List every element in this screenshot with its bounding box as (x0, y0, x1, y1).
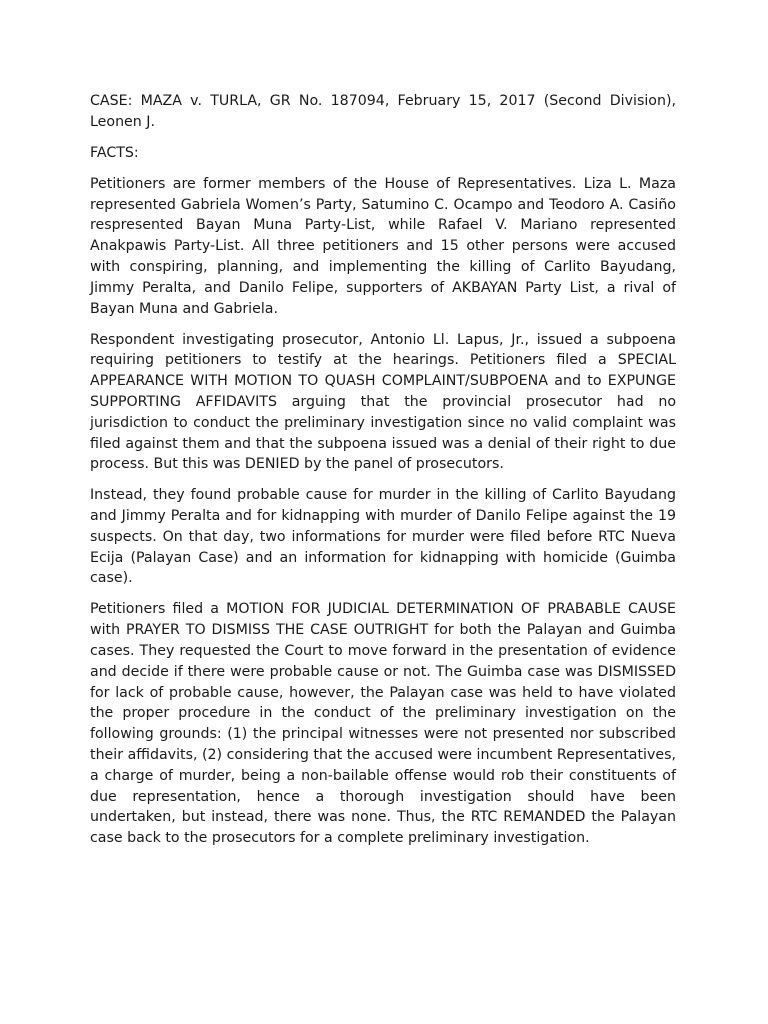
facts-paragraph: Respondent investigating prosecutor, Antonio Ll. Lapus, Jr., issued a subpoena requiring petitioners to testify at the hearings. Petitioners filed a SPECIAL APPEARANCE WITH MOTION TO QUASH COMPLAINT/SUBPOENA and to EXPUNGE SUPPORTING AFFIDAVITS arguing that the provincial prosecutor had no jurisdiction to conduct the preliminary investigation since no valid complaint was filed against them and that the subpoena issued was a denial of their right to due process. But this was DENIED by the panel of prosecutors. (90, 331, 676, 473)
facts-paragraph: Petitioners are former members of the House of Representatives. Liza L. Maza represented Gabriela Women’s Party, Satumino C. Ocampo and Teodoro A. Casiño respresented Bayan Muna Party-List, while Rafael V. Mariano represented Anakpawis Party-List. All three petitioners and 15 other persons were accused with conspiring, planning, and implementing the killing of Carlito Bayudang, Jimmy Peralta, and Danilo Felipe, supporters of AKBAYAN Party List, a rival of Bayan Muna and Gabriela. (90, 175, 676, 317)
document-page (90, 91, 676, 859)
facts-label: FACTS: (90, 144, 139, 161)
case-heading: CASE: MAZA v. TURLA, GR No. 187094, February 15, 2017 (Second Division), Leonen J. (90, 93, 676, 130)
facts-paragraph: Petitioners filed a MOTION FOR JUDICIAL DETERMINATION OF PRABABLE CAUSE with PRAYER TO DISMISS THE CASE OUTRIGHT for both the Palayan and Guimba cases. They requested the Court to move forward in the presentation of evidence and decide if there were probable cause or not. The Guimba case was DISMISSED for lack of probable cause, however, the Palayan case was held to have violated the proper procedure in the conduct of the preliminary investigation on the following grounds: (1) the principal witnesses were not presented nor subscribed their affidavits, (2) considering that the accused were incumbent Representatives, a charge of murder, being a non-bailable offense would rob their constituents of due representation, hence a thorough investigation should have been undertaken, but instead, there was none. Thus, the RTC REMANDED the Palayan case back to the prosecutors for a complete preliminary investigation. (90, 601, 676, 847)
facts-paragraph: Instead, they found probable cause for murder in the killing of Carlito Bayudang and Jimmy Peralta and for kidnapping with murder of Danilo Felipe against the 19 suspects. On that day, two informations for murder were filed before RTC Nueva Ecija (Palayan Case) and an information for kidnapping with homicide (Guimba case). (90, 487, 676, 587)
